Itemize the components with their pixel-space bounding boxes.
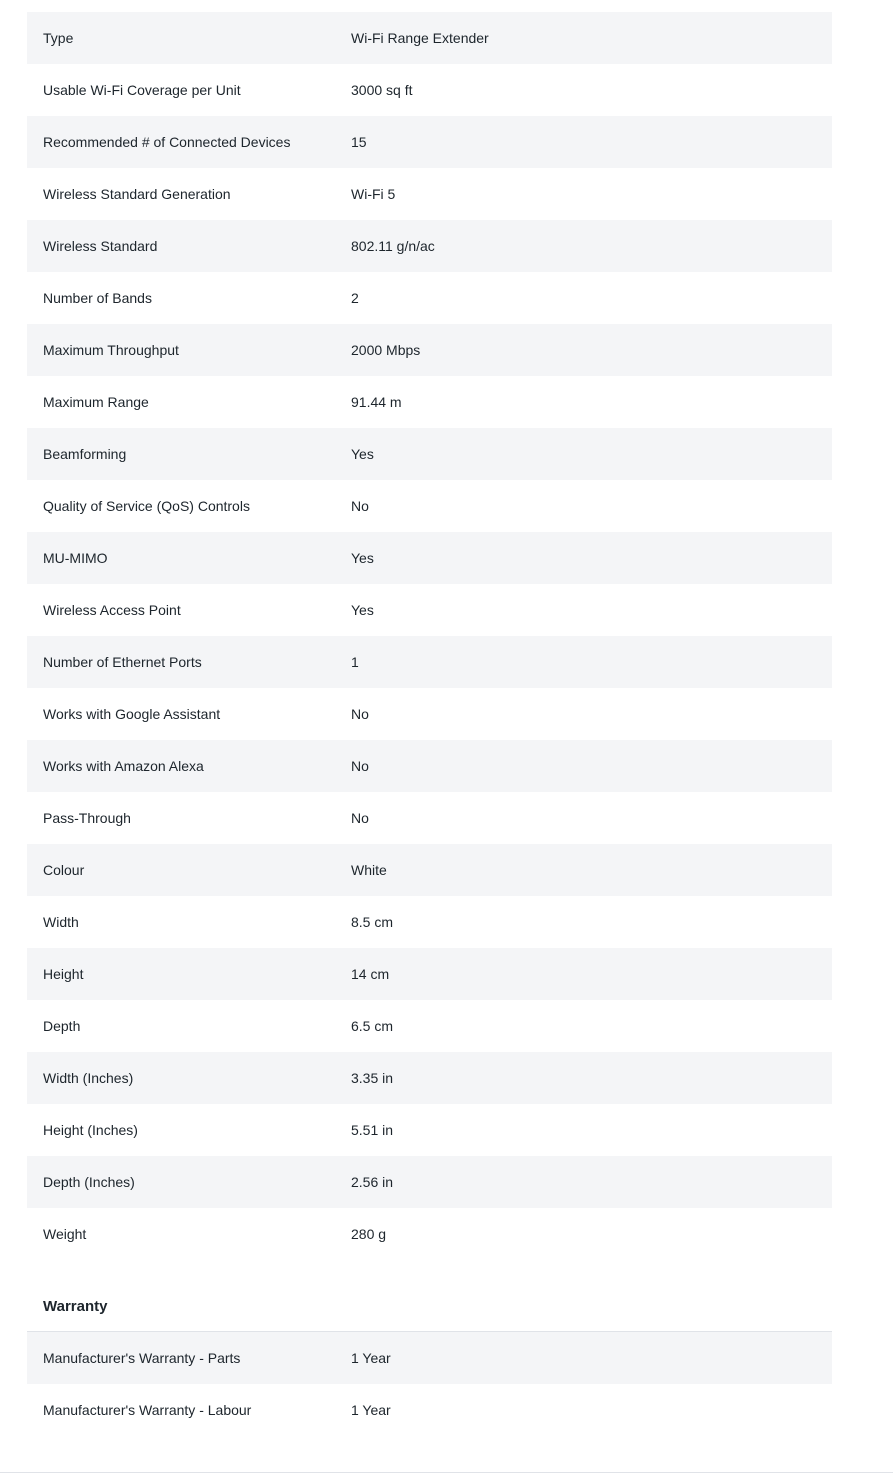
spec-value: No [351, 706, 369, 722]
spec-value: No [351, 810, 369, 826]
spec-row [27, 64, 832, 116]
spec-value: White [351, 862, 387, 878]
spec-value: 1 [351, 654, 359, 670]
spec-value: Wi-Fi Range Extender [351, 30, 489, 46]
spec-value: 5.51 in [351, 1122, 394, 1138]
spec-row [27, 636, 832, 688]
spec-label: Height [43, 966, 84, 982]
spec-label: Quality of Service (QoS) Controls [43, 498, 250, 514]
spec-value: 2.56 in [351, 1174, 394, 1190]
spec-label: Works with Amazon Alexa [43, 758, 204, 774]
spec-row [27, 12, 832, 64]
spec-value: 3000 sq ft [351, 82, 413, 98]
spec-value: 15 [351, 134, 367, 150]
spec-label: Colour [43, 862, 85, 878]
spec-row [27, 532, 832, 584]
spec-row [27, 1156, 832, 1208]
spec-label: Type [43, 30, 74, 46]
spec-row [27, 480, 832, 532]
spec-row [27, 896, 832, 948]
spec-label: Pass-Through [43, 810, 131, 826]
spec-value: 2000 Mbps [351, 342, 421, 358]
spec-row [27, 1052, 832, 1104]
spec-label: Depth [43, 1018, 81, 1034]
spec-label: Maximum Range [43, 394, 149, 410]
spec-label: Usable Wi-Fi Coverage per Unit [43, 82, 241, 98]
spec-value: 3.35 in [351, 1070, 394, 1086]
spec-rows [27, 12, 832, 1260]
spec-label: Works with Google Assistant [43, 706, 221, 722]
spec-value: Yes [351, 446, 374, 462]
spec-value: Yes [351, 602, 374, 618]
spec-label: Manufacturer's Warranty - Parts [43, 1350, 241, 1366]
spec-row [27, 740, 832, 792]
spec-value: 280 g [351, 1226, 387, 1242]
spec-value: Yes [351, 550, 374, 566]
spec-label: Manufacturer's Warranty - Labour [43, 1402, 252, 1418]
spec-row [27, 1104, 832, 1156]
spec-row [27, 844, 832, 896]
spec-row [27, 272, 832, 324]
spec-row [27, 792, 832, 844]
spec-label: Width (Inches) [43, 1070, 134, 1086]
spec-row [27, 1332, 832, 1384]
spec-label: Number of Bands [43, 290, 152, 306]
spec-label: Recommended # of Connected Devices [43, 134, 291, 150]
spec-row [27, 584, 832, 636]
spec-value: 6.5 cm [351, 1018, 394, 1034]
spec-value: 1 Year [351, 1402, 391, 1418]
spec-value: 1 Year [351, 1350, 391, 1366]
spec-row [27, 116, 832, 168]
spec-row [27, 220, 832, 272]
spec-row [27, 948, 832, 1000]
spec-row [27, 376, 832, 428]
spec-value: Wi-Fi 5 [351, 186, 396, 202]
spec-value: 8.5 cm [351, 914, 394, 930]
spec-label: Maximum Throughput [43, 342, 179, 358]
spec-row [27, 428, 832, 480]
spec-label: Beamforming [43, 446, 127, 462]
spec-row [27, 168, 832, 220]
warranty-heading: Warranty [27, 1260, 832, 1332]
specifications-table [27, 12, 832, 1436]
spec-label: MU-MIMO [43, 550, 108, 566]
spec-label: Weight [43, 1226, 87, 1242]
spec-label: Depth (Inches) [43, 1174, 135, 1190]
bottom-divider [0, 1472, 893, 1473]
spec-row [27, 1384, 832, 1436]
spec-row [27, 688, 832, 740]
spec-label: Wireless Standard [43, 238, 158, 254]
warranty-rows [27, 1332, 832, 1436]
spec-row [27, 324, 832, 376]
spec-label: Width [43, 914, 79, 930]
spec-label: Wireless Standard Generation [43, 186, 231, 202]
spec-label: Wireless Access Point [43, 602, 181, 618]
spec-row [27, 1208, 832, 1260]
spec-value: No [351, 758, 369, 774]
spec-value: 802.11 g/n/ac [351, 238, 435, 254]
spec-value: 91.44 m [351, 394, 402, 410]
spec-value: 14 cm [351, 966, 390, 982]
spec-value: No [351, 498, 369, 514]
spec-value: 2 [351, 290, 359, 306]
spec-row [27, 1000, 832, 1052]
spec-label: Height (Inches) [43, 1122, 138, 1138]
spec-label: Number of Ethernet Ports [43, 654, 202, 670]
